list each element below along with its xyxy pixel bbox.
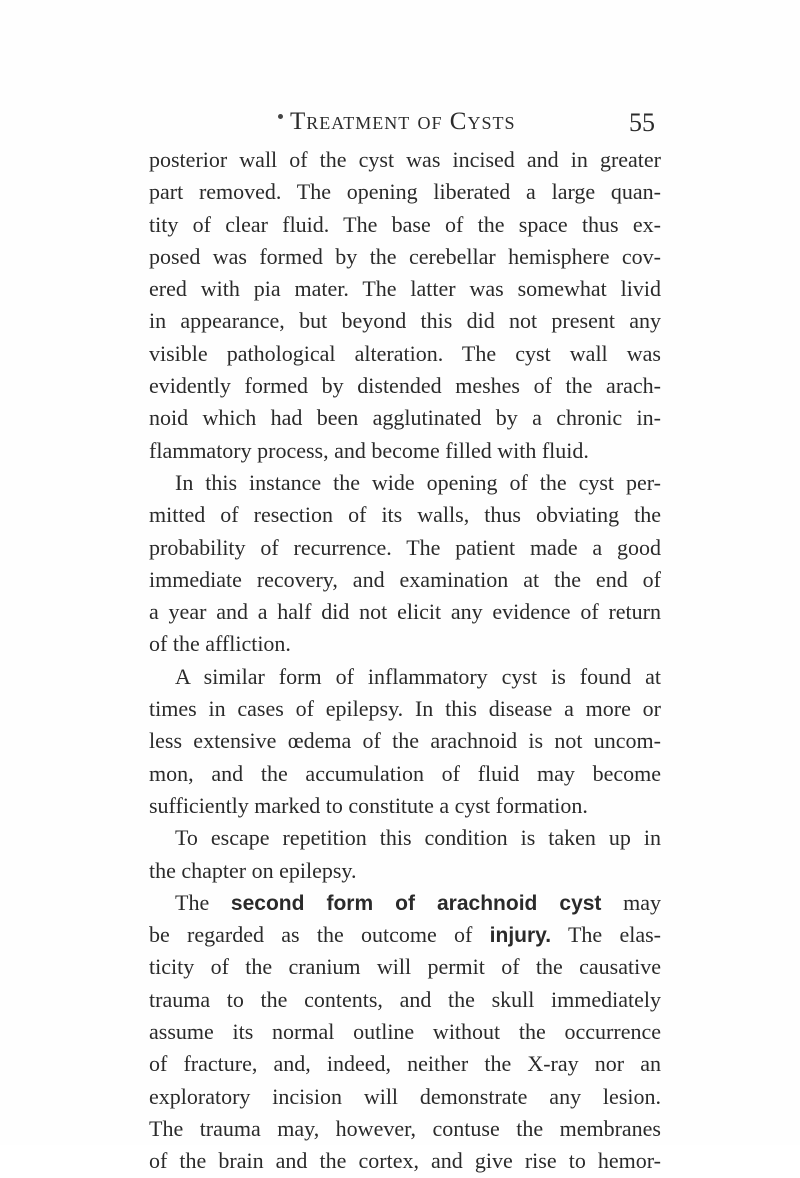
- text-line: A similar form of inflammatory cyst is found at: [175, 663, 661, 689]
- text-line: mon, and the accumulation of fluid may become: [149, 760, 661, 786]
- text-line: a year and a half did not elicit any evidence of return: [149, 599, 661, 625]
- ink-dot-mark: [278, 114, 283, 119]
- text-line: [149, 919, 661, 951]
- text-line: probability of recurrence. The patient made a good: [149, 534, 661, 560]
- text-run: The elas-: [551, 922, 661, 948]
- text-line: assume its normal outline without the occurrence: [149, 1019, 661, 1045]
- text-line: in appearance, but beyond this did not present any: [149, 308, 661, 334]
- running-head: Treatment of Cysts: [290, 108, 516, 135]
- text-line: of the affliction.: [149, 631, 291, 657]
- text-line: To escape repetition this condition is taken up in: [175, 825, 661, 851]
- text-line: trauma to the contents, and the skull immediately: [149, 986, 661, 1012]
- bold-phrase: injury.: [489, 924, 552, 948]
- body-text: [149, 144, 661, 1178]
- text-line: exploratory incision will demonstrate any lesion.: [149, 1083, 661, 1109]
- text-line: sufficiently marked to constitute a cyst formation.: [149, 792, 588, 818]
- text-line: part removed. The opening liberated a large quan-: [149, 179, 661, 205]
- text-line: immediate recovery, and examination at the end of: [149, 566, 661, 592]
- page-header: [150, 108, 655, 148]
- text-line: evidently formed by distended meshes of the arach-: [149, 373, 661, 399]
- text-line: [149, 887, 661, 919]
- text-run: be regarded as the outcome of: [149, 922, 490, 948]
- text-line: The trauma may, however, contuse the membranes: [149, 1115, 661, 1141]
- text-line: visible pathological alteration. The cyst wall was: [149, 340, 661, 366]
- text-line: posed was formed by the cerebellar hemisphere cov-: [149, 243, 661, 269]
- text-line: noid which had been agglutinated by a chronic in-: [149, 405, 661, 431]
- text-line: the chapter on epilepsy.: [149, 857, 357, 883]
- text-line: less extensive œdema of the arachnoid is not uncom-: [149, 728, 661, 754]
- text-line: ered with pia mater. The latter was somewhat livid: [149, 276, 661, 302]
- text-line: of the brain and the cortex, and give rise to hemor-: [149, 1148, 661, 1174]
- text-line: times in cases of epilepsy. In this disease a more or: [149, 696, 661, 722]
- text-run: may: [601, 889, 661, 915]
- text-line: flammatory process, and become filled with fluid.: [149, 437, 589, 463]
- text-line: ticity of the cranium will permit of the causative: [149, 954, 661, 980]
- text-line: mitted of resection of its walls, thus obviating the: [149, 502, 661, 528]
- text-line: posterior wall of the cyst was incised and in greater: [149, 147, 661, 172]
- text-run: The: [175, 889, 231, 915]
- text-line: of fracture, and, indeed, neither the X-ray nor an: [149, 1051, 661, 1077]
- text-line: tity of clear fluid. The base of the space thus ex-: [149, 211, 661, 237]
- text-line: In this instance the wide opening of the cyst per-: [175, 469, 661, 495]
- bold-phrase: second form of arachnoid cyst: [230, 891, 602, 915]
- page-number: 55: [629, 108, 655, 137]
